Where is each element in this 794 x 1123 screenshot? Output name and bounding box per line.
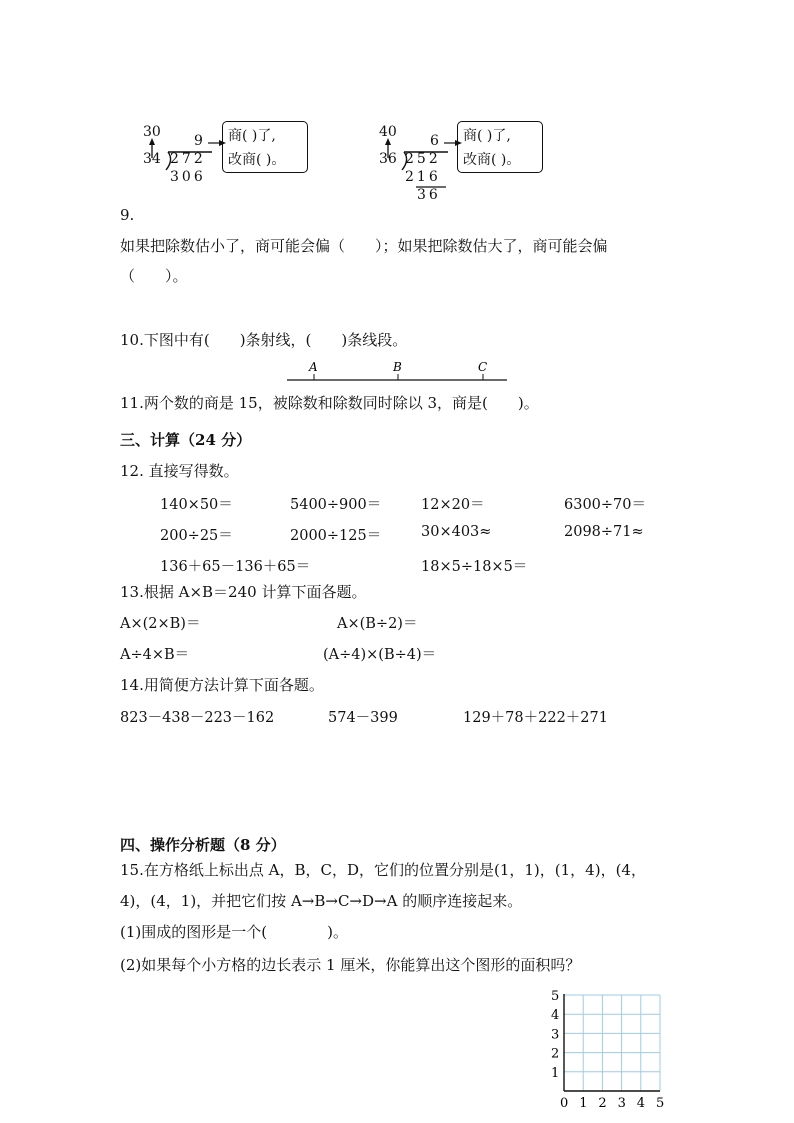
grid-y-label: 2 — [551, 1046, 560, 1062]
point-b-label: B — [393, 360, 402, 374]
q15-sub-2: (2)如果每个小方格的边长表示 1 厘米，你能算出这个图形的面积吗？ — [120, 956, 581, 974]
q12-item: 2098÷71≈ — [564, 524, 644, 540]
grid-y-label: 4 — [551, 1008, 560, 1024]
grid-x-label: 5 — [656, 1096, 665, 1110]
q12-item: 18×5÷18×5＝ — [421, 559, 528, 575]
point-c-label: C — [478, 360, 488, 374]
q14-title: 14.用简便方法计算下面各题。 — [120, 676, 324, 694]
remainder: 36 — [417, 187, 441, 203]
grid-labels — [551, 989, 664, 1110]
q13-item: (A÷4)×(B÷4)＝ — [323, 647, 437, 663]
q13-item: A×(2×B)＝ — [120, 616, 201, 632]
q13-item: A×(B÷2)＝ — [337, 616, 418, 632]
grid-x-label: 4 — [636, 1096, 646, 1110]
grid-y-label: 5 — [551, 989, 560, 1004]
grid-x-label: 2 — [598, 1096, 607, 1110]
dividend: 272 — [170, 151, 206, 167]
answer-box-1 — [222, 121, 308, 173]
q12-title: 12. 直接写得数。 — [120, 462, 239, 480]
grid-y-label: 1 — [551, 1065, 560, 1081]
upper-estimate: 40 — [379, 124, 397, 140]
upper-estimate: 30 — [143, 124, 161, 140]
q15-sub-1: (1)围成的图形是一个( )。 — [120, 923, 348, 941]
q10-text: 10.下图中有( )条射线，( )条线段。 — [120, 331, 408, 349]
q11-text: 11.两个数的商是 15，被除数和除数同时除以 3，商是( )。 — [120, 394, 539, 412]
q12-item: 30×403≈ — [421, 524, 492, 540]
divisor: 36 — [379, 151, 397, 167]
grid-x-label: 1 — [579, 1096, 588, 1110]
coordinate-grid — [545, 985, 670, 1110]
q14-item: 574－399 — [328, 710, 398, 726]
grid-x-label: 3 — [617, 1096, 626, 1110]
q14-item: 823－438－223－162 — [120, 710, 275, 726]
grid-y-label: 3 — [551, 1027, 560, 1043]
q12-item: 200÷25＝ — [160, 528, 233, 544]
section-4-title: 四、操作分析题（8 分） — [120, 836, 286, 854]
product: 216 — [405, 169, 441, 185]
q12-item: 5400÷900＝ — [290, 497, 382, 513]
q9-line-1: 如果把除数估小了，商可能会偏（ ）；如果把除数估大了，商可能会偏 — [120, 237, 608, 255]
q12-item: 2000÷125＝ — [290, 528, 382, 544]
q13-title: 13.根据 A×B＝240 计算下面各题。 — [120, 583, 367, 601]
box-line-2: 改商( )。 — [463, 152, 521, 168]
box-line-1: 商( )了, — [463, 128, 511, 144]
point-a-label: A — [309, 360, 318, 374]
q12-item: 136＋65－136＋65＝ — [160, 559, 311, 575]
q15-line-1: 15.在方格纸上标出点 A，B，C，D，它们的位置分别是(1，1)，(1，4)，(4， — [120, 861, 646, 879]
q12-item: 140×50＝ — [160, 497, 233, 513]
q9-line-2: （ ）。 — [120, 267, 188, 285]
grid-x-label: 0 — [560, 1096, 569, 1110]
q12-item: 12×20＝ — [421, 497, 485, 513]
grid-lines — [564, 995, 660, 1091]
q9-number: 9. — [120, 206, 135, 224]
q14-item: 129＋78＋222＋271 — [463, 710, 608, 726]
q13-item: A÷4×B＝ — [120, 647, 190, 663]
q10-line-figure — [285, 358, 510, 384]
quotient-digit: 6 — [430, 133, 439, 149]
quotient-digit: 9 — [194, 133, 203, 149]
box-line-1: 商( )了, — [228, 128, 276, 144]
divisor: 34 — [143, 151, 161, 167]
dividend: 252 — [405, 151, 441, 167]
answer-box-2 — [457, 121, 543, 173]
product: 306 — [170, 169, 206, 185]
q12-item: 6300÷70＝ — [564, 497, 647, 513]
q15-line-2: 4)，(4，1)，并把它们按 A→B→C→D→A 的顺序连接起来。 — [120, 892, 523, 910]
section-3-title: 三、计算（24 分） — [120, 431, 252, 449]
box-line-2: 改商( )。 — [228, 152, 286, 168]
